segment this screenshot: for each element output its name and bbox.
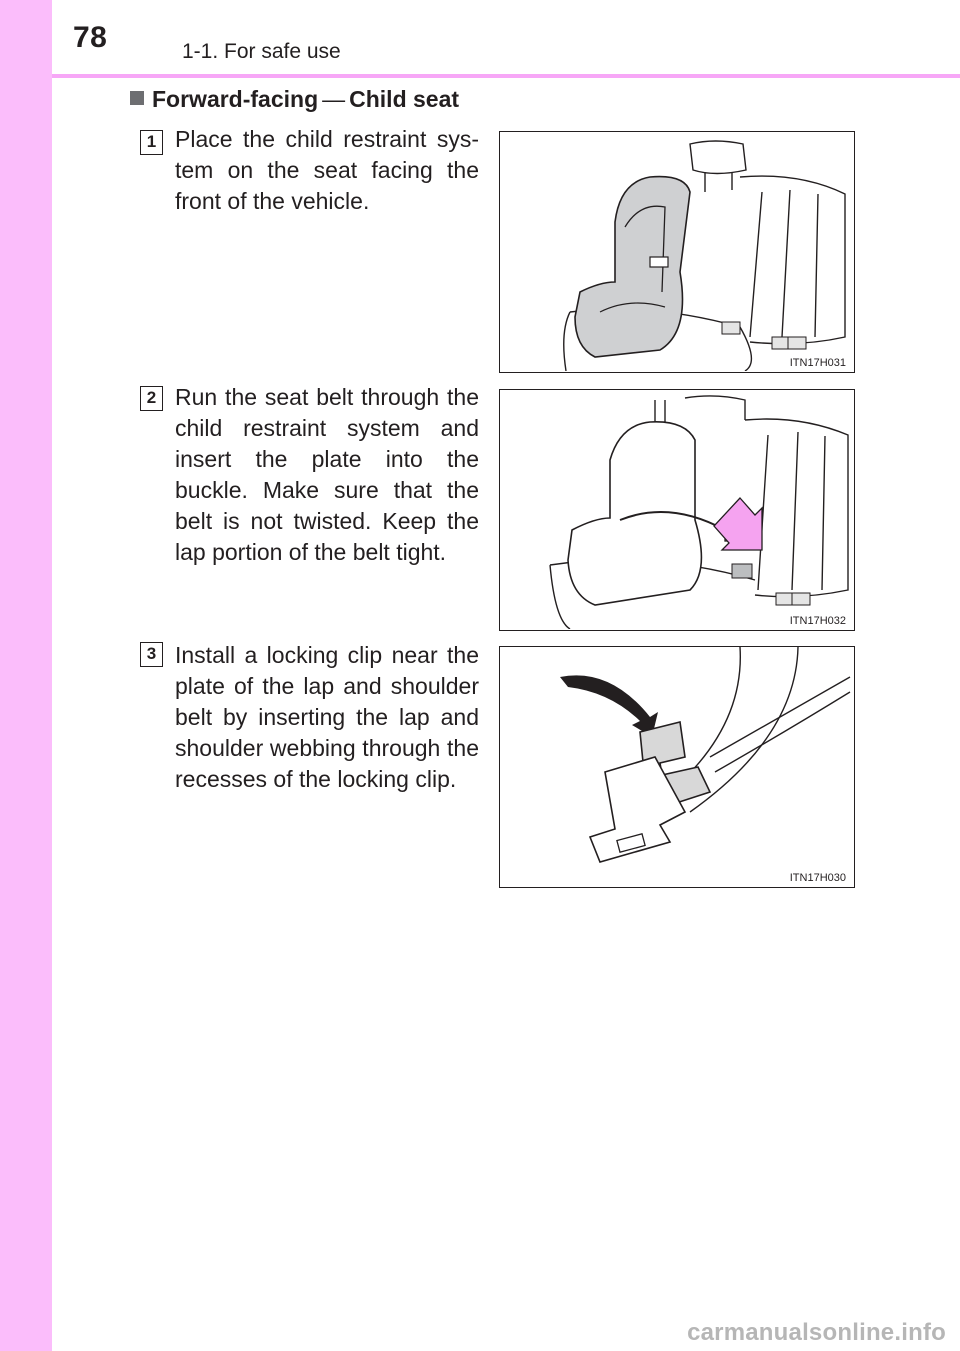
side-tab: [0, 0, 52, 1351]
header-rule: [52, 74, 960, 78]
step-number-3: 3: [140, 642, 163, 667]
figure-locking-clip: [499, 646, 855, 888]
seat-belt-routing-illustration-icon: [500, 390, 853, 629]
heading-main: Forward-facing: [152, 86, 319, 112]
heading-dash: —: [322, 86, 346, 112]
subsection-heading: [130, 86, 459, 113]
locking-clip-illustration-icon: [500, 647, 853, 886]
heading-sub: Child seat: [349, 86, 460, 112]
figure-child-seat-placement: [499, 131, 855, 373]
step-text-2: Run the seat belt through the child restraint system and insert the plate into the buckle. Make sure that the belt is not twisted. Keep the lap portion of the belt tight.: [175, 384, 479, 565]
figure-seat-belt-routing: [499, 389, 855, 631]
step-text-1: Place the child restraint sys-tem on the seat facing the front of the vehicle.: [175, 126, 479, 214]
child-seat-illustration-icon: [500, 132, 853, 371]
figure-code: ITN17H031: [789, 357, 846, 369]
watermark: carmanualsonline.info: [687, 1319, 946, 1346]
step-number-2: 2: [140, 386, 163, 411]
figure-code: ITN17H032: [789, 615, 846, 627]
step-number-1: 1: [140, 130, 163, 155]
figure-code: ITN17H030: [789, 872, 846, 884]
page-number: 78: [73, 21, 108, 54]
square-bullet-icon: [130, 91, 144, 105]
step-text-3: Install a locking clip near the plate of the lap and shoulder belt by inserting the lap and shoulder webbing through the recesses of the locking clip.: [175, 642, 479, 792]
section-title: 1-1. For safe use: [182, 40, 341, 63]
